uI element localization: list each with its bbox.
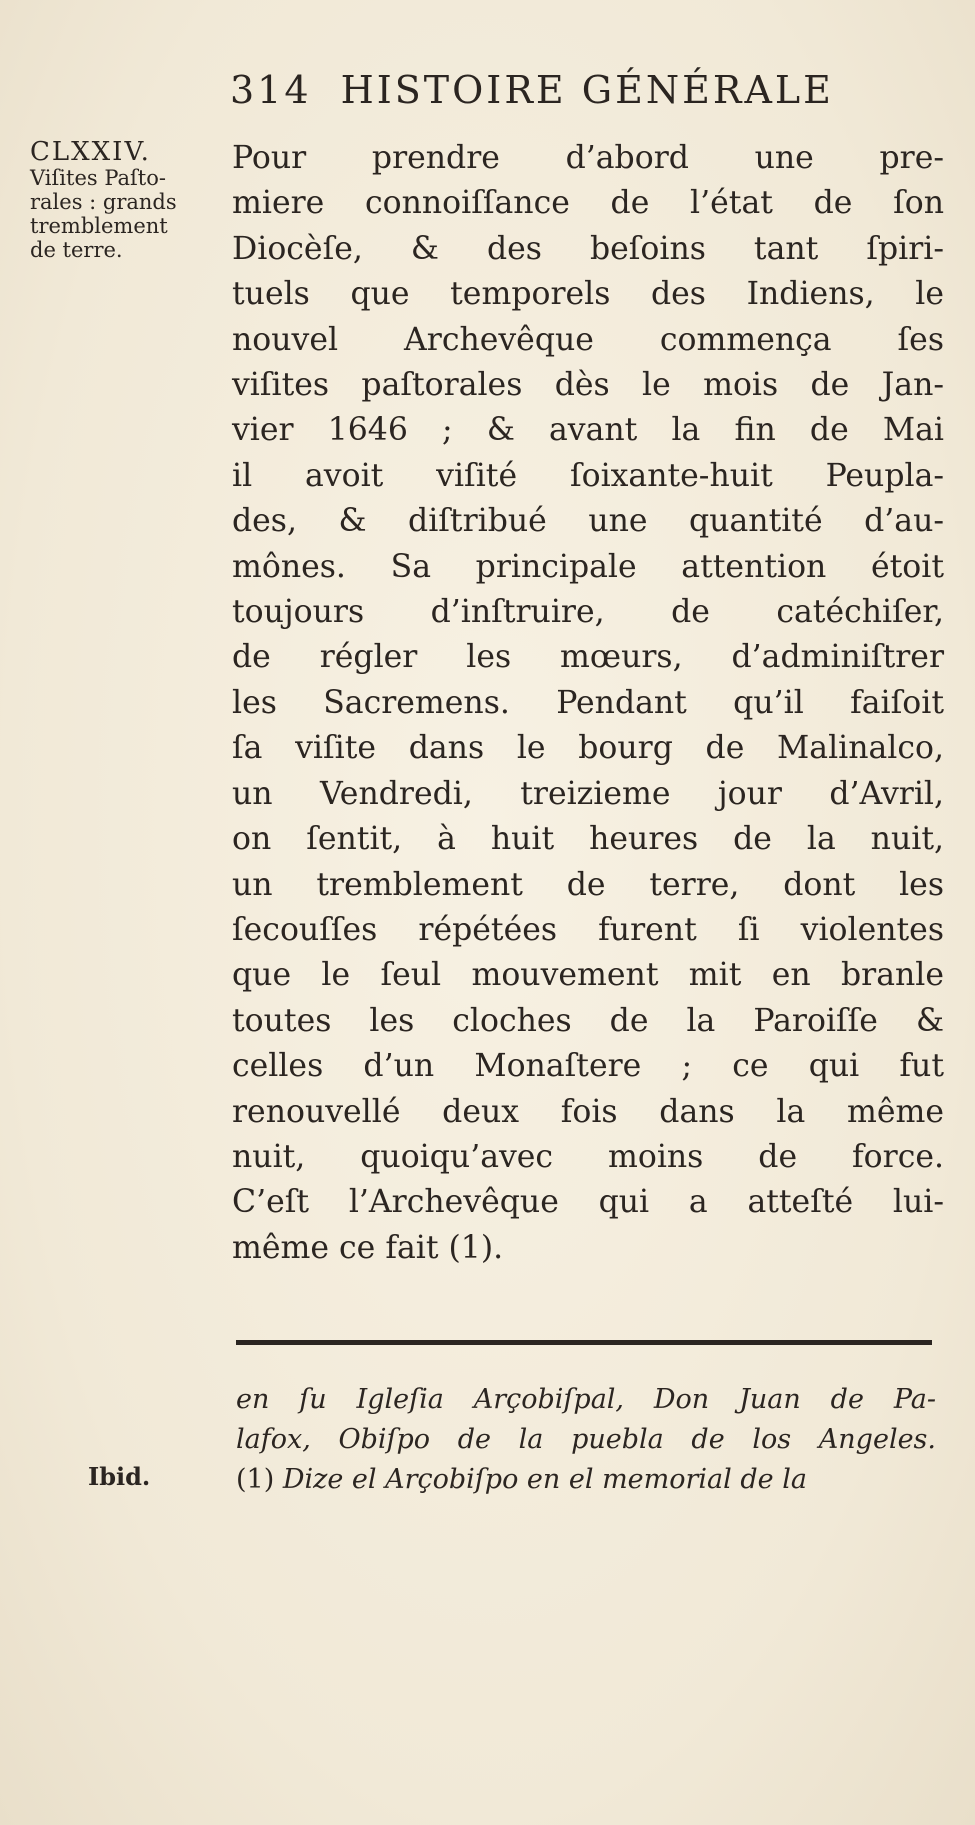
body-line: de régler les mœurs, d’adminiſtrer [232,639,944,676]
footnote-line: lafox, Obiſpo de la puebla de los Angeles. [236,1424,936,1455]
footnote-line [236,1460,936,1500]
body-line: toutes les cloches de la Paroiſſe & [232,1002,944,1039]
running-header [230,68,834,112]
margin-note-line: rales : grands [30,190,177,214]
body-line: ſa viſite dans le bourg de Malinalco, [232,730,944,767]
body-line: celles d’un Monaſtere ; ce qui fut [232,1048,944,1085]
body-line: tuels que temporels des Indiens, le [232,276,944,313]
body-line: toujours d’inſtruire, de catéchiſer, [232,594,944,631]
page-number: 314 [230,68,312,112]
body-line: un tremblement de terre, dont les [232,866,944,903]
footnote-text: Dize el Arçobiſpo en el memorial de la [282,1464,807,1495]
running-title: HISTOIRE GÉNÉRALE [340,68,834,112]
body-line: nuit, quoiqu’avec moins de force. [232,1138,944,1175]
body-line: vier 1646 ; & avant la fin de Mai [232,412,944,449]
body-text [232,136,944,1271]
margin-note-line: de terre. [30,238,123,262]
body-line: un Vendredi, treizieme jour d’Avril, [232,775,944,812]
body-line: il avoit viſité ſoixante-huit Peupla- [232,457,944,494]
body-line: renouvellé deux fois dans la même [232,1093,944,1130]
body-line: mônes. Sa principale attention étoit [232,548,944,585]
margin-note [30,137,230,262]
footnotes [236,1380,936,1500]
margin-note-line: Viſites Paſto- [30,166,166,190]
body-line: C’eſt l’Archevêque qui a atteſté lui- [232,1184,944,1221]
body-line: les Sacremens. Pendant qu’il faiſoit [232,684,944,721]
body-line: des, & diſtribué une quantité d’au- [232,503,944,540]
body-line: Pour prendre d’abord une pre- [232,140,944,176]
body-line: ſecouſſes répétées furent ſi violentes [232,911,944,948]
body-line: nouvel Archevêque commença ſes [232,321,944,358]
body-line: on ſentit, à huit heures de la nuit, [232,821,944,858]
margin-note-line: tremblement [30,214,168,238]
body-line: que le ſeul mouvement mit en branle [232,957,944,994]
margin-note-number: CLXXIV. [30,137,151,167]
footnote-marker: (1) [236,1464,275,1495]
footnote-rule [236,1340,932,1345]
side-label-ibid: Ibid. [88,1462,151,1491]
body-line: viſites paſtorales dès le mois de Jan- [232,367,944,404]
body-line: miere connoiſſance de l’état de ſon [232,185,944,222]
footnote-line: en ſu Igleſia Arçobiſpal, Don Juan de Pa- [236,1384,936,1415]
body-line-last: même ce fait (1). [232,1229,504,1266]
body-line: Diocèſe, & des beſoins tant ſpiri- [232,230,944,267]
